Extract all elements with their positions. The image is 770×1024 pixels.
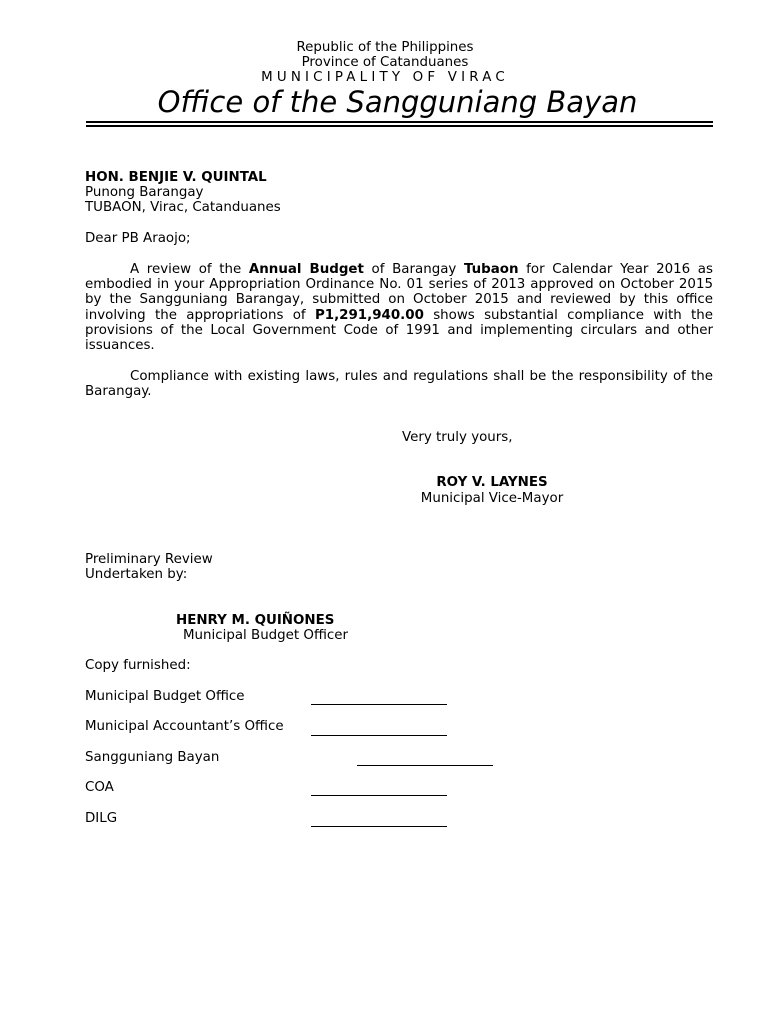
p1-annual-budget: Annual Budget — [248, 262, 364, 277]
p1-text-a: A review of the — [130, 262, 249, 277]
signatory-title: Municipal Vice-Mayor — [420, 491, 564, 506]
p1-text-g: shows substantial compliance with the provisions of the Local Government Code of 1991 and implementing circulars and other issuances. — [85, 307, 713, 354]
letterhead-office-title: Office of the Sangguniang Bayan — [157, 85, 638, 119]
letterhead-municipality: MUNICIPALITY OF VIRAC — [261, 70, 509, 85]
copy-furnished-item: COA — [85, 780, 114, 795]
p1-text-c: of Barangay — [363, 262, 464, 277]
reviewer-title: Municipal Budget Officer — [183, 628, 349, 643]
review-line-1: Preliminary Review — [85, 552, 213, 567]
body-paragraph-2: Compliance with existing laws, rules and regulations shall be the responsibility of the Barangay. — [85, 369, 713, 400]
body-paragraph-1 — [85, 262, 713, 353]
addressee-position: Punong Barangay — [85, 185, 204, 200]
p1-text-e: for Calendar Year 2016 as embodied in your Appropriation Ordinance No. 01 series of 2013 approved on October 2015 by the Sangguniang Barangay, submitted on October 2015 and reviewed by this office involving the appropriations of — [85, 262, 713, 323]
copy-furnished-item: DILG — [85, 811, 118, 826]
letterhead-rule-bottom — [86, 125, 713, 127]
letterhead-rule-top — [86, 121, 713, 123]
letterhead-republic: Republic of the Philippines — [296, 40, 474, 55]
copy-furnished-item: Municipal Accountant’s Office — [85, 719, 284, 734]
salutation: Dear PB Araojo; — [85, 231, 191, 246]
addressee-name: HON. BENJIE V. QUINTAL — [85, 170, 267, 185]
closing: Very truly yours, — [402, 430, 513, 445]
copy-furnished-label: Copy furnished: — [85, 658, 191, 673]
signature-line — [311, 704, 447, 705]
p1-barangay-name: Tubaon — [463, 262, 519, 277]
signatory-name: ROY V. LAYNES — [436, 475, 548, 490]
copy-furnished-item: Municipal Budget Office — [85, 689, 245, 704]
signature-line — [311, 735, 447, 736]
copy-furnished-item: Sangguniang Bayan — [85, 750, 220, 765]
review-line-2: Undertaken by: — [85, 567, 188, 582]
p1-amount: P1,291,940.00 — [314, 307, 424, 323]
signature-line — [311, 795, 447, 796]
letterhead-province: Province of Catanduanes — [301, 55, 469, 70]
reviewer-name: HENRY M. QUIÑONES — [176, 613, 335, 628]
addressee-address: TUBAON, Virac, Catanduanes — [85, 200, 281, 215]
signature-line — [357, 765, 493, 766]
signature-line — [311, 826, 447, 827]
